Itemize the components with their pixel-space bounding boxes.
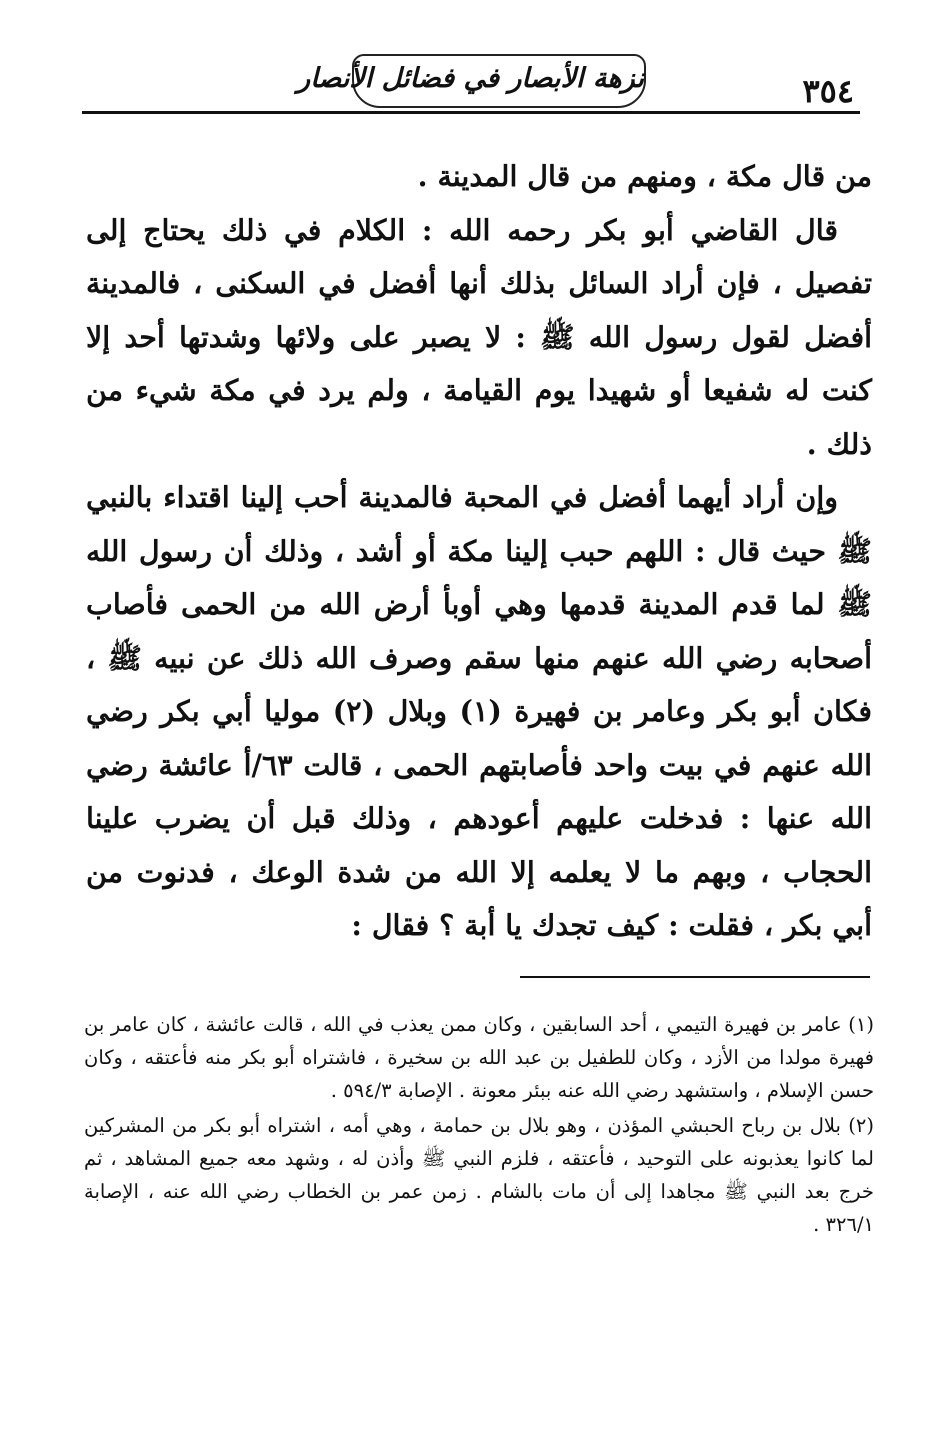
paragraph-2: قال القاضي أبو بكر رحمه الله : الكلام في ذلك يحتاج إلى تفصيل ، فإن أراد السائل بذلك أنها أفضل في السكنى ، فالمدينة أفضل لقول رسول الله ﷺ : لا يصبر على ولائها وشدتها أحد إلا كنت له شفيعا أو شهيدا يوم القيامة ، ولم يرد في مكة شيء من ذلك . — [86, 212, 872, 461]
main-text — [86, 150, 872, 953]
footnote-1: (١) عامر بن فهيرة التيمي ، أحد السابقين ، وكان ممن يعذب في الله ، قالت عائشة ، كان عامر بن فهيرة مولدا من الأزد ، وكان للطفيل بن عبد الله بن سخيرة ، فاشتراه أبو بكر منه فأعتقه ، وكان حسن الإسلام ، واستشهد رضي الله عنه ببئر معونة . الإصابة ٥٩٤/٣ . — [84, 1013, 874, 1102]
page-number: ٣٥٤ — [802, 72, 854, 110]
paragraph-3: وإن أراد أيهما أفضل في المحبة فالمدينة أحب إلينا اقتداء بالنبي ﷺ حيث قال : اللهم حبب إلينا مكة أو أشد ، وذلك أن رسول الله ﷺ لما قدم المدينة قدمها وهي أوبأ أرض الله من الحمى فأصاب أصحابه رضي الله عنهم منها سقم وصرف الله ذلك عن نبيه ﷺ ، فكان أبو بكر وعامر بن فهيرة (١) وبلال (٢) موليا أبي بكر رضي الله عنهم في بيت واحد فأصابتهم الحمى ، قالت ٦٣/أ عائشة رضي الله عنها : فدخلت عليهم أعودهم ، وذلك قبل أن يضرب علينا الحجاب ، وبهم ما لا يعلمه إلا الله من شدة الوعك ، فدنوت من أبي بكر ، فقلت : كيف تجدك يا أبة ؟ فقال : — [86, 480, 872, 942]
footnote-2: (٢) بلال بن رباح الحبشي المؤذن ، وهو بلال بن حمامة ، وهي أمه ، اشتراه أبو بكر من المشركين لما كانوا يعذبونه على التوحيد ، فأعتقه ، فلزم النبي ﷺ وأذن له ، وشهد معه جميع المشاهد ، ثم خرج بعد النبي ﷺ مجاهدا إلى أن مات بالشام . زمن عمر بن الخطاب رضي الله عنه ، الإصابة ٣٢٦/١ . — [84, 1114, 874, 1236]
paragraph-1: من قال مكة ، ومنهم من قال المدينة . — [417, 159, 872, 193]
footnote-rule — [520, 976, 870, 978]
footnotes — [84, 1008, 874, 1243]
page-header — [82, 52, 860, 114]
running-title: نزهة الأبصار في فضائل الأنصار — [352, 54, 646, 108]
header-rule — [82, 111, 860, 114]
